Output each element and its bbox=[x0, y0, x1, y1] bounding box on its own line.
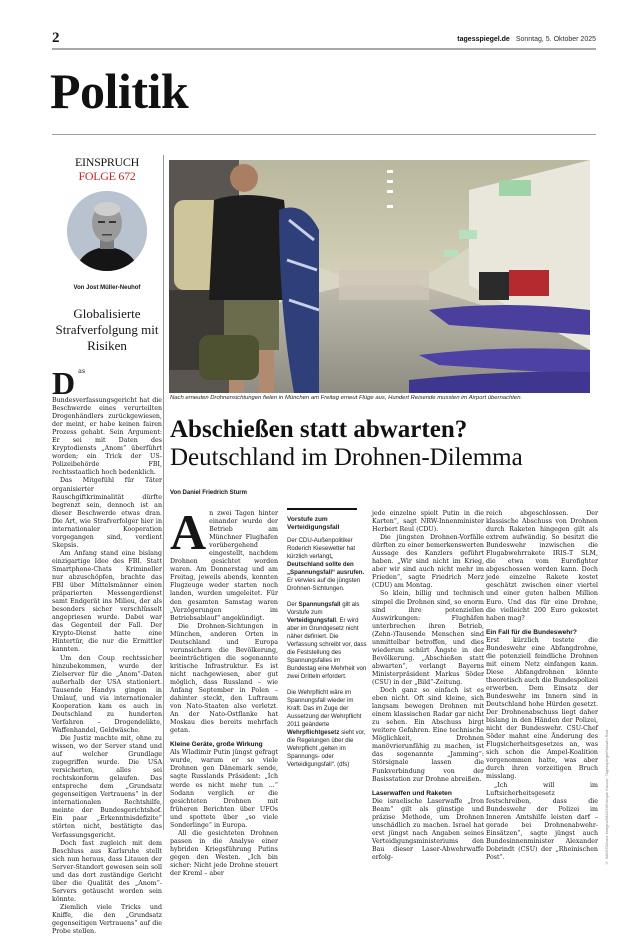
photo-caption: Nach erneuten Drohnensichtungen fielen in München am Freitag erneut Flüge aus, Hundert Reisende mussten im Airport übernachten. bbox=[170, 395, 523, 401]
page-number: 2 bbox=[52, 30, 60, 46]
commentary-paragraph: Um den Coup rechtssicher hinzubekommen, wurde der Zielserver für die „Anom“-Daten außerhalb der USA stationiert. Tausende Handys gingen in Umlauf, und via internationaler Kooperation kam es auch in Deutschland zu hunderten Verfahren – Drogendelikte, Waffenhandel, Geldwäsche. bbox=[52, 654, 162, 734]
infobox bbox=[287, 508, 369, 777]
airport-photo-illustration bbox=[169, 160, 590, 393]
rubric-label: EINSPRUCH bbox=[75, 155, 139, 169]
site-name[interactable]: tagesspiegel.de bbox=[457, 36, 510, 43]
portrait-illustration bbox=[67, 191, 147, 271]
rubric-episode: FOLGE 672 bbox=[78, 169, 136, 183]
article-paragraph: So klein, billig und technisch simpel die Drohnen sind, so enorm sind ihre potenziellen Auswirkungen: Flughäfen unterbrechen ihren Betrieb, (Zehn-)Tausende Menschen sind unmittelbar betroffen, und dies wiederum schürt Ängste in der Bevölkerung. „Abschießen statt abwarten“, verlangt Bayerns Ministerpräsident Markus Söder (CSU) in der „Bild“-Zeitung. bbox=[372, 590, 484, 686]
commentary-body bbox=[52, 365, 162, 936]
article-paragraph: jede einzelne spielt Putin in die Karten“, sagt NRW-Innenminister Herbert Reul (CDU). bbox=[372, 510, 484, 534]
section-title: Politik bbox=[50, 63, 189, 119]
article-subhead: Laserwaffen und Raketen bbox=[372, 789, 452, 797]
commentary-paragraph: Das Bundesverfassungsgericht hat die Beschwerde eines verurteilten Drogenhändlers zurückgewiesen, der meint, er habe keinen fairen Prozess gehabt. Sein Argument: Er sei mit Daten des Kryptodiensts „Anom“ überführt worden; ein Trick der US-Polizeibehörde FBI, rechtsstaatlich hoch bedenklich. bbox=[52, 365, 162, 477]
commentary-paragraph: Die Justiz machte mit, ohne zu wissen, wo der Server stand und auf welcher Grundlage zugegriffen wurde. Die USA versicherten, alles sei rechtskonform gelaufen. Das entspreche dem „Grundsatz gegenseitigen Vertrauens“ in der internationalen Rechtshilfe, meinte der Bundesgerichtshof. Ein paar „Erkenntnisdefizite“ störten nicht, bestätigte das Verfassungsgericht. bbox=[52, 734, 162, 839]
article-paragraph: Erst kürzlich testete die Bundeswehr eine Abfangdrohne, die potenziell feindliche Drohnen mit einem Netz einfangen kann. Diese Abfangdrohnen könnte theoretisch auch die Bundespolizei erwerben. Dem Einsatz der Bundeswehr im Innern sind in Deutschland hohe Hürden gesetzt. Der Drohnenabschuss liegt daher bislang in den Händen der Polizei, nicht der Bundeswehr. CSU-Chef Söder mahnt eine Änderung des Flugsicherheitsgesetzes an, was sich schon die Ampel-Koalition vorgenommen hatte, was aber durch ihren vorzeitigen Bruch misslang. bbox=[486, 636, 599, 781]
infobox-paragraph: Die Wehrpflicht wäre im Spannungsfall wieder im Kraft. Das im Zuge der Aussetzung der Wehrpflicht 2011 geänderte Wehrpflichtgesetz sieht vor, die Regelungen über die Wehrpflicht „gelten im Spannungs- oder Verteidigungsfall“. (dfs) bbox=[287, 689, 366, 768]
article-paragraph: Die Drohnen-Sichtungen in München, anderen Orten in Deutschland und Europa verunsichern die Bevölkerung, beeinträchtigen die sogenannte kritische Infrastruktur. Es ist nicht nachgewiesen, aber gut möglich, dass Russland – wie Anfang September in Polen – dahinter steckt, den Luftraum von Nato-Staaten also verletzt. An der Nato-Ostflanke hat Moskau dies bereits mehrfach getan. bbox=[170, 622, 278, 735]
article-byline: Von Daniel Friedrich Sturm bbox=[170, 490, 247, 496]
article-paragraph: All die gesichteten Drohnen passen in die Analyse einer hybriden Kriegsführung Putins gegen den Westen. „Ich bin sicher: Nicht jede Drohne steuert der Kreml – aber bbox=[170, 829, 278, 878]
column-divider bbox=[163, 155, 164, 830]
article-photo bbox=[169, 160, 590, 393]
infobox-rule bbox=[287, 508, 357, 510]
issue-date: Sonntag, 5. Oktober 2025 bbox=[515, 36, 596, 43]
commentary-paragraph: Doch fast zugleich mit dem Beschluss aus Karlsruhe stellt sich nun heraus, dass Litauen der Server-Standort gewesen sein soll und das dort zuständige Gericht über die Qualität des „Anom“-Servers getäuscht worden sein könnte. bbox=[52, 839, 162, 903]
dropcap: A bbox=[170, 504, 207, 560]
commentary-title: Globalisierte Strafverfolgung mit Risiken bbox=[55, 306, 159, 353]
commentary-byline: Von Jost Müller-Neuhof bbox=[73, 285, 141, 291]
infobox-title: Vorstufe zum Verteidigungsfall bbox=[287, 516, 340, 531]
masthead bbox=[457, 36, 596, 43]
article-paragraph: reich abgeschlossen. Der klassische Abschuss von Drohnen durch Raketen hingegen gilt als extrem aufwändig. So besitzt die Bundeswehr inzwischen die Flugabwehrrakete IRIS-T SLM, die etwa vom Eurofighter abgeschossen werden kann. Doch jede einzelne Rakete kostet geschätzt zwischen einer viertel und einer guten halben Million Euro. Und das für eine Drohne, die vielleicht 200 Euro gekostet haben mag? bbox=[486, 510, 598, 622]
commentary-paragraph: Das Mitgefühl für Täter organisierter Rauschgiftkriminalität dürfte begrenzt sein, dennoch ist an dieser Beschwerde etwas dran. Die Art, wie Strafverfolger hier in internationaler Kooperation vorgegangen sind, verdient Skepsis. bbox=[52, 477, 162, 549]
infobox-paragraph: Der CDU-Außenpolitiker Roderich Kiesewetter hat kürzlich verlangt, Deutschland sollte den „Spannungsfall“ ausrufen. Er verwies auf die jüngsten Drohnen-Sichtungen. bbox=[287, 537, 365, 592]
article-paragraph: An zwei Tagen hinter einander wurde der Betrieb am Münchner Flughafen vorübergehend eingestellt, nachdem Drohnen gesichtet worden waren. Am Donnerstag und am Freitag, jeweils abends, konnten Flugzeuge weder starten noch landen, wurden umgeleitet. Für den gesamten Samstag waren „Verzögerungen im Betriebsablauf“ angekündigt. bbox=[170, 504, 278, 622]
article-column-4 bbox=[486, 510, 598, 862]
article-paragraph: Doch ganz so einfach ist es eben nicht. Oft sind kleine, sich langsam bewegen Drohnen mit einem klassischen Radar gar nicht zu sehen. Ein Abschuss birgt weitere Gefahren. Eine technische Möglichkeit, Drohnen manövrierunfähig zu machen, ist das sogenannte „Jamming“: Störsignale lassen die Funkverbindung von der Basisstation zur Drohne abreißen. bbox=[372, 687, 484, 783]
dropcap: D bbox=[52, 365, 76, 401]
article-subheadline: Deutschland im Drohnen-Dilemma bbox=[170, 444, 523, 471]
infobox-paragraph: Der Spannungsfall gilt als Vorstufe zum Verteidigungsfall. Er wird aber im Grundgesetz nicht näher definiert. Die Verfassung schreibt vor, dass die Feststellung des Spannungsfalles im Bundestag eine Mehrheit von zwei Dritteln erfordert. bbox=[287, 601, 367, 680]
article-paragraph: Die israelische Laserwaffe „Iron Beam“ gilt als günstige und präzise Methode, um Drohnen unschädlich zu machen. Israel hat erst jüngst nach Angaben seines Verteidigungsministeriums den Bau dieser Laser-Abwehrwaffe erfolg- bbox=[372, 797, 484, 861]
article-paragraph: Als Wladimir Putin jüngst gefragt wurde, warum er so viele Drohnen gen Dänemark sende, sagte Russlands Präsident: „Ich werde es nicht mehr tun ...“ Sodann verglich er die gesichteten Drohnen mit früheren Berichten über UFOs und spottete über „so viele Sonderlinge“ in Europa. bbox=[170, 749, 278, 829]
article-paragraph: Die jüngsten Drohnen-Vorfälle dürften zu einer bemerkenswerten Aussage des Kanzlers geführt haben. „Wir sind nicht im Krieg, aber wir sind auch nicht mehr im Frieden“, sagte Friedrich Merz (CDU) am Montag. bbox=[372, 534, 484, 590]
article-paragraph: „Ich will im Luftsicherheitsgesetz festschreiben, dass die Bundeswehr der Polizei im Inneren Amtshilfe leisten darf – gerade bei Drohnenabwehr-Einsätzen“, sagte jüngst auch Bundesinnenminister Alexander Dobrindt (CSU) der „Rheinischen Post“. bbox=[486, 781, 598, 861]
article-column-3 bbox=[372, 510, 484, 862]
commentary-paragraph: Am Anfang stand eine bislang einzigartige Idee des FBI. Statt Smartphone-Chats Krimineller nur abzuschöpfen, brachte das FBI über Mittelsmänner einen präparierten Messengerdienst samt Endgerät ins Milieu, der als besonders sicher verschlüsselt angepriesen wurde. Dabei war das Gegenteil der Fall. Der Krypto-Dienst hatte eine Hintertür, die nur die Ermittler kannten. bbox=[52, 549, 162, 654]
rubric bbox=[52, 155, 162, 183]
article-subhead: Kleine Geräte, große Wirkung bbox=[170, 741, 263, 749]
article-headline: Abschießen statt abwarten? bbox=[170, 416, 468, 443]
article-subhead: Ein Fall für die Bundeswehr? bbox=[486, 628, 577, 636]
photo-credit: © IMAGO/Anna Images/IMAGO/Enrique Kaczor; Tagesspiegel/Nassim Rad bbox=[604, 730, 609, 866]
article-column-1 bbox=[170, 504, 278, 878]
commentary-paragraph: Ziemlich viele Tricks und Kniffe, die den „Grundsatz gegenseitigen Vertrauens“ auf die Probe stellen. bbox=[52, 903, 162, 936]
author-portrait bbox=[67, 191, 147, 271]
header-rule bbox=[52, 48, 596, 50]
section-rule bbox=[52, 134, 596, 135]
